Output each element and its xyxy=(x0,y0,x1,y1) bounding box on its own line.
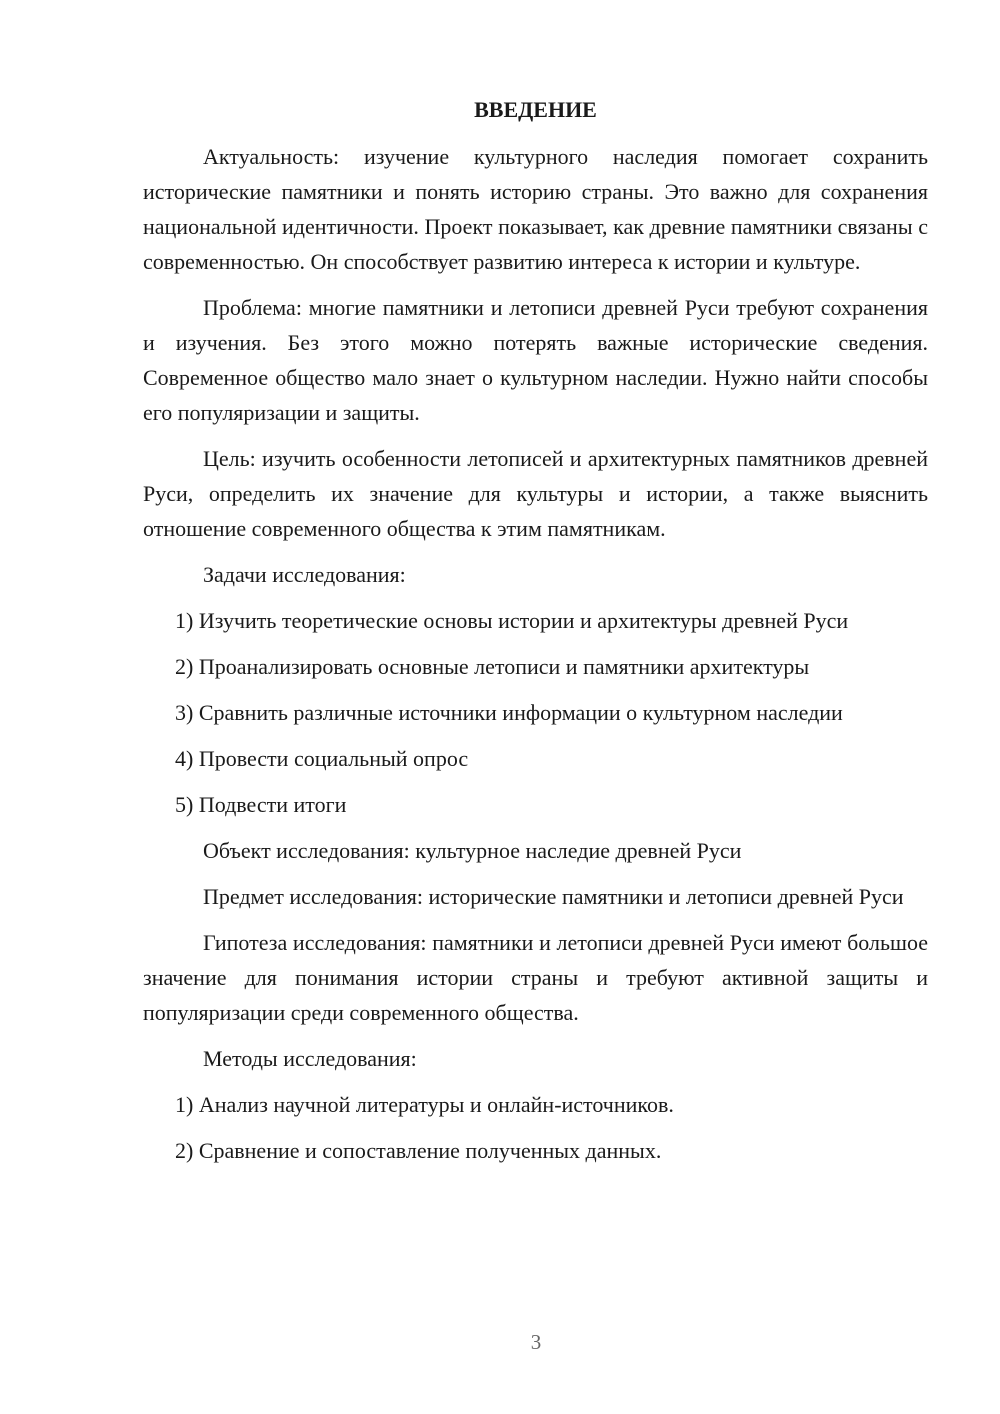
paragraph-problem: Проблема: многие памятники и летописи древней Руси требуют сохранения и изучения. Без этого можно потерять важные исторические сведения. Современное общество мало знает о культурном наследии. Нужно найти способы его популяризации и защиты. xyxy=(143,295,928,425)
page-title: ВВЕДЕНИЕ xyxy=(474,97,597,122)
page-number: 3 xyxy=(530,1330,542,1354)
document-page xyxy=(143,92,928,1179)
paragraph-goal: Цель: изучить особенности летописей и архитектурных памятников древней Руси, определить их значение для культуры и истории, а также выяснить отношение современного общества к этим памятникам. xyxy=(143,446,928,541)
task-item: 3) Сравнить различные источники информации о культурном наследии xyxy=(175,700,843,725)
task-item: 5) Подвести итоги xyxy=(175,792,347,817)
paragraph-hypothesis: Гипотеза исследования: памятники и летописи древней Руси имеют большое значение для понимания истории страны и требуют активной защиты и популяризации среди современного общества. xyxy=(143,930,928,1025)
method-item: 2) Сравнение и сопоставление полученных данных. xyxy=(175,1138,662,1163)
tasks-heading: Задачи исследования: xyxy=(203,562,406,587)
methods-heading: Методы исследования: xyxy=(203,1046,417,1071)
task-item: 1) Изучить теоретические основы истории и архитектуры древней Руси xyxy=(175,608,849,633)
paragraph-object: Объект исследования: культурное наследие древней Руси xyxy=(203,838,742,863)
paragraph-subject: Предмет исследования: исторические памятники и летописи древней Руси xyxy=(203,884,904,909)
method-item: 1) Анализ научной литературы и онлайн-источников. xyxy=(175,1092,674,1117)
paragraph-relevance: Актуальность: изучение культурного наследия помогает сохранить исторические памятники и понять историю страны. Это важно для сохранения национальной идентичности. Проект показывает, как древние памятники связаны с современностью. Он способствует развитию интереса к истории и культуре. xyxy=(143,144,928,274)
task-item: 2) Проанализировать основные летописи и памятники архитектуры xyxy=(175,654,810,679)
task-item: 4) Провести социальный опрос xyxy=(175,746,469,771)
